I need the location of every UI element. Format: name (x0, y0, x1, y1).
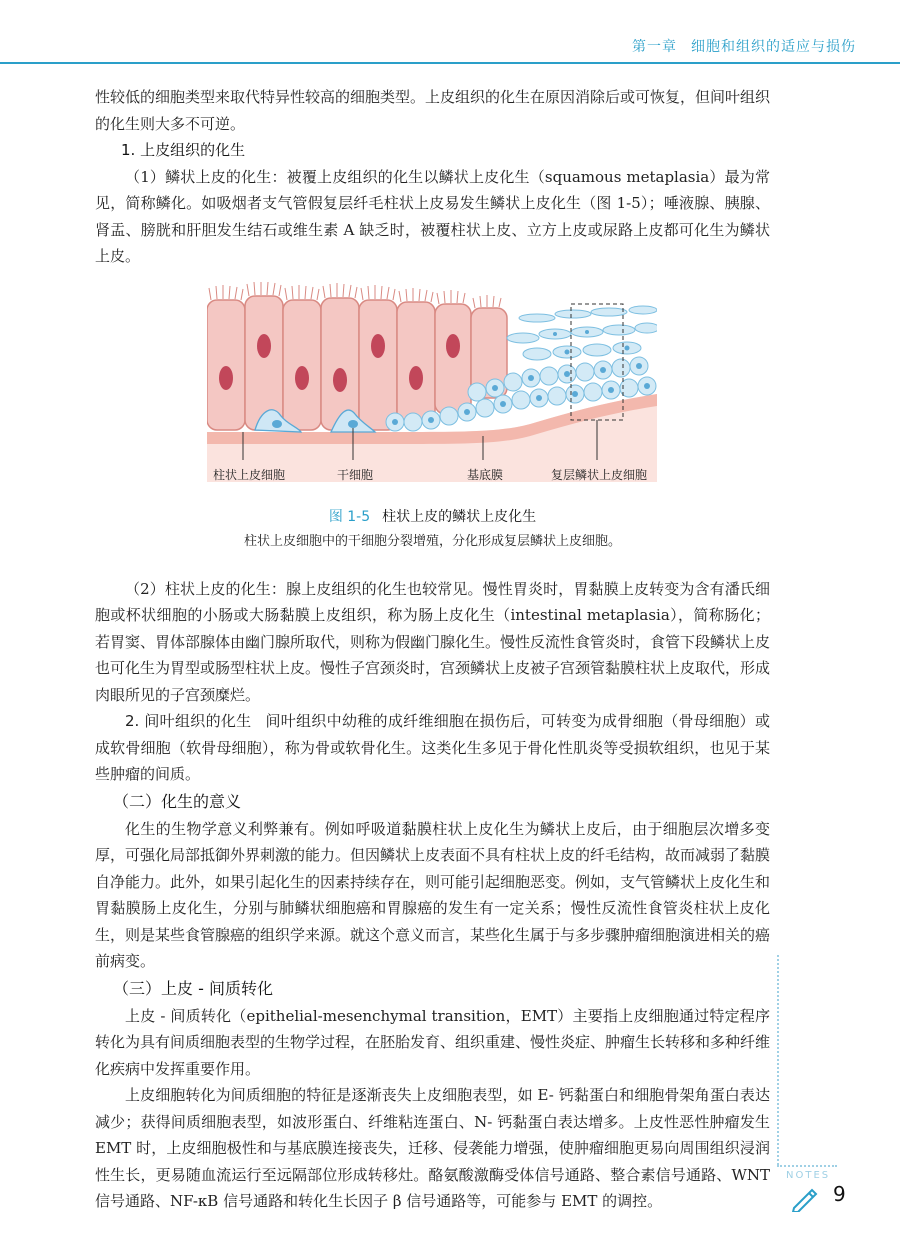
chapter-number: 第一章 (632, 39, 677, 55)
metaplasia-illustration (207, 282, 657, 482)
chapter-title: 细胞和组织的适应与损伤 (691, 39, 856, 55)
page-header (0, 0, 900, 62)
page-number: 9 (833, 1182, 846, 1206)
paragraph-significance: 化生的生物学意义利弊兼有。例如呼吸道黏膜柱状上皮化生为鳞状上皮后，由于细胞层次增多变厚，可强化局部抵御外界刺激的能力。但因鳞状上皮表面不具有柱状上皮的纤毛结构，故而减弱了黏膜自净能力。此外，如果引起化生的因素持续存在，则可能引起细胞恶变。例如，支气管鳞状上皮化生和胃黏膜肠上皮化生，分别与肺鳞状细胞癌和胃腺癌的发生有一定关系；慢性反流性食管炎柱状上皮化生，则是某些食管腺癌的组织学来源。就这个意义而言，某些化生属于与多步骤肿瘤细胞演进相关的癌前病变。 (95, 819, 771, 970)
notes-label: NOTES (786, 1170, 831, 1181)
paragraph-emt-definition: 上皮 - 间质转化（epithelial-mesenchymal transition，EMT）主要指上皮细胞通过特定程序转化为具有间质细胞表型的生物学过程，在胚胎发育、组织重建、慢性炎症、肿瘤生长转移和多种纤维化疾病中发挥重要作用。 (95, 1006, 771, 1078)
notes-margin-rule (777, 1165, 837, 1167)
figure-title: 柱状上皮的鳞状上皮化生 (382, 508, 537, 525)
figure-number: 图 1-5 (328, 508, 371, 525)
page-body (95, 84, 770, 1215)
running-head (618, 36, 856, 56)
figure-note: 柱状上皮细胞中的干细胞分裂增殖，分化形成复层鳞状上皮细胞。 (243, 533, 621, 549)
section-heading-emt: （三）上皮 - 间质转化 (113, 978, 273, 998)
intro-paragraph: 性较低的细胞类型来取代特异性较高的细胞类型。上皮组织的化生在原因消除后或可恢复，但间叶组织的化生则大多不可逆。 (95, 88, 771, 133)
paragraph-columnar-metaplasia: （2）柱状上皮的化生：腺上皮组织的化生也较常见。慢性胃炎时，胃黏膜上皮转变为含有潘氏细胞或杯状细胞的小肠或大肠黏膜上皮组织，称为肠上皮化生（intestinal metaplasia），简称肠化；若胃窦、胃体部腺体由幽门腺所取代，则称为假幽门腺化生。慢性反流性食管炎时，食管下段鳞状上皮也可化生为胃型或肠型柱状上皮。慢性子宫颈炎时，宫颈鳞状上皮被子宫颈管黏膜柱状上皮取代，形成肉眼所见的子宫颈糜烂。 (95, 579, 771, 704)
pencil-icon (790, 1186, 820, 1212)
section-heading-significance: （二）化生的意义 (113, 791, 242, 811)
section-heading-epithelial: 1. 上皮组织的化生 (121, 141, 246, 159)
paragraph-mesenchymal-metaplasia (95, 708, 770, 788)
paragraph-emt-features: 上皮细胞转化为间质细胞的特征是逐渐丧失上皮细胞表型，如 E- 钙黏蛋白和细胞骨架角蛋白表达减少；获得间质细胞表型，如波形蛋白、纤维粘连蛋白、N- 钙黏蛋白表达增多。上皮性恶性肿瘤发生 EMT 时，上皮细胞极性和与基底膜连接丧失，迁移、侵袭能力增强，使肿瘤细胞更易向周围组织浸润性生长，更易随血流运行至远隔部位形成转移灶。酪氨酸激酶受体信号通路、整合素信号通路、WNT 信号通路、NF-κB 信号通路和转化生长因子 β 信号通路等，可能参与 EMT 的调控。 (95, 1086, 770, 1210)
paragraph-squamous-metaplasia: （1）鳞状上皮的化生：被覆上皮组织的化生以鳞状上皮化生（squamous metaplasia）最为常见，简称鳞化。如吸烟者支气管假复层纤毛柱状上皮易发生鳞状上皮化生（图 1-5）；唾液腺、胰腺、肾盂、膀胱和肝胆发生结石或维生素 A 缺乏时，被覆柱状上皮、立方上皮或尿路上皮都可化生为鳞状上皮。 (95, 167, 770, 265)
section-heading-mesenchymal: 2. 间叶组织的化生 (125, 712, 252, 730)
label-squamous-cell: 复层鳞状上皮细胞 (551, 467, 648, 482)
header-rule (0, 62, 900, 64)
notes-margin-line (777, 955, 779, 1165)
figure-caption (95, 506, 770, 526)
label-basement-membrane: 基底膜 (467, 467, 504, 482)
label-columnar-cell: 柱状上皮细胞 (213, 467, 286, 482)
label-stem-cell: 干细胞 (337, 467, 374, 482)
figure-1-5 (95, 280, 770, 572)
mesenchymal-text: 间叶组织中幼稚的成纤维细胞在损伤后，可转变为成骨细胞（骨母细胞）或成软骨细胞（软骨母细胞），称为骨或软骨化生。这类化生多见于骨化性肌炎等受损软组织，也见于某些肿瘤的间质。 (95, 712, 770, 783)
